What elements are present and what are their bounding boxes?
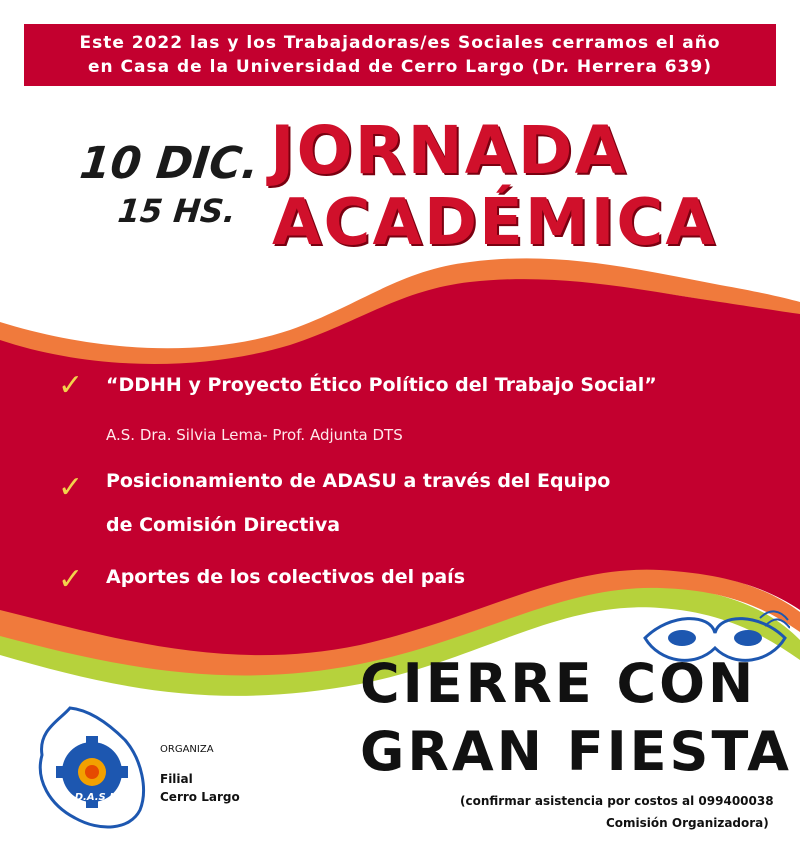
banner-line-1: Este 2022 las y los Trabajadoras/es Sociales cerramos el año [79, 33, 721, 53]
top-banner [24, 24, 776, 86]
check-icon: ✓ [58, 368, 84, 403]
adasu-logo [30, 700, 150, 840]
agenda-item-2-cont: de Comisión Directiva [106, 514, 341, 536]
agenda-item-3: Aportes de los colectivos del país [106, 566, 466, 588]
event-date: 10 DIC. [77, 138, 262, 189]
agenda-item-2: Posicionamiento de ADASU a través del Equipo [106, 470, 611, 492]
title-line-2: ACADÉMICA [272, 186, 717, 260]
event-time: 15 HS. [116, 192, 238, 230]
check-icon: ✓ [58, 470, 84, 505]
closing-line-2: GRAN FIESTA [360, 720, 792, 783]
rsvp-line-1: (confirmar asistencia por costos al 099400038 [460, 794, 774, 808]
organizer-name-1: Filial [160, 772, 193, 786]
organizer-label: ORGANIZA [160, 744, 214, 755]
agenda-item-1-detail: A.S. Dra. Silvia Lema- Prof. Adjunta DTS [106, 426, 403, 444]
agenda-item-1: “DDHH y Proyecto Ético Político del Trabajo Social” [106, 374, 657, 396]
rsvp-line-2: Comisión Organizadora) [606, 816, 769, 830]
organizer-name-2: Cerro Largo [160, 790, 240, 804]
banner-line-2: en Casa de la Universidad de Cerro Largo (Dr. Herrera 639) [88, 57, 712, 77]
check-icon: ✓ [58, 562, 84, 597]
logo-text: A.D.A.S.U [63, 792, 118, 803]
closing-line-1: CIERRE CON [360, 652, 757, 715]
title-line-1: JORNADA [270, 112, 628, 189]
